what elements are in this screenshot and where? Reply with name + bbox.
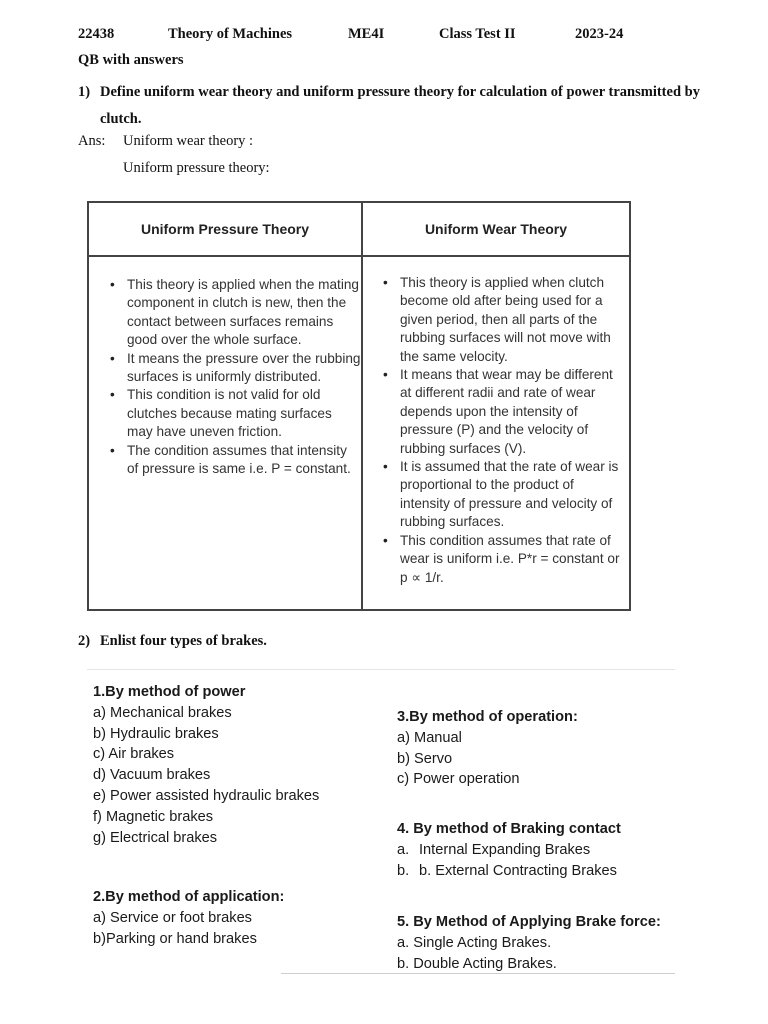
question-text: Enlist four types of brakes. [100, 633, 267, 649]
group-by-power [93, 682, 319, 848]
wear-header: Uniform Wear Theory [363, 203, 629, 257]
answer-block [78, 133, 254, 150]
brake-item [397, 861, 621, 882]
group-by-operation [397, 707, 578, 790]
qb-label: QB with answers [78, 52, 184, 68]
pressure-column [89, 203, 361, 609]
item-text: Internal Expanding Brakes [419, 841, 591, 858]
brake-item: b) Servo [397, 750, 453, 767]
brake-item: a) Mechanical brakes [93, 704, 232, 721]
class-name: ME4I [348, 26, 385, 42]
brake-item [397, 840, 621, 861]
wear-point: • This condition assumes that rate of wear is uniform i.e. P*r = constant or p ∝ 1/r. [400, 532, 627, 587]
pressure-list [89, 257, 361, 478]
item-marker: a. [397, 841, 410, 858]
brake-item: a. Single Acting Brakes. [397, 934, 552, 951]
question-1 [78, 79, 718, 133]
academic-year: 2023-24 [575, 26, 624, 42]
brake-item: c) Air brakes [93, 746, 175, 763]
pressure-header: Uniform Pressure Theory [89, 203, 361, 257]
answer-line-pressure: Uniform pressure theory: [123, 160, 270, 176]
answer-line-wear: Uniform wear theory : [123, 133, 254, 149]
group-by-application [93, 887, 284, 949]
brake-item: e) Power assisted hydraulic brakes [93, 787, 320, 804]
group-by-contact [397, 819, 621, 881]
question-number: 1) [78, 84, 91, 100]
brake-item: d) Vacuum brakes [93, 767, 211, 784]
pressure-point: • This theory is applied when the mating component in clutch is new, then the contact between surfaces remains good over the whole surface. [127, 276, 361, 350]
brake-item: g) Electrical brakes [93, 829, 218, 846]
pressure-point: • The condition assumes that intensity of pressure is same i.e. P = constant. [127, 442, 361, 479]
wear-column [361, 203, 629, 609]
wear-point: • It is assumed that the rate of wear is proportional to the product of intensity of pressure and velocity of rubbing surfaces. [400, 458, 627, 532]
test-name: Class Test II [439, 26, 516, 42]
question-text: Define uniform wear theory and uniform pressure theory for calculation of power transmitted by clutch. [100, 84, 700, 127]
group-title: 3.By method of operation: [397, 709, 578, 725]
brake-item: c) Power operation [397, 771, 520, 788]
question-number: 2) [78, 633, 91, 649]
brake-item: b)Parking or hand brakes [93, 930, 257, 947]
group-by-force [397, 912, 661, 974]
brake-types-panel [87, 669, 675, 974]
brake-item: b. Double Acting Brakes. [397, 955, 557, 972]
group-title: 2.By method of application: [93, 889, 285, 905]
pressure-point: • It means the pressure over the rubbing surfaces is uniformly distributed. [127, 350, 361, 387]
brake-item: b) Hydraulic brakes [93, 725, 219, 742]
panel-divider [87, 669, 675, 670]
pressure-point: • This condition is not valid for old clutches because mating surfaces may have uneven friction. [127, 386, 361, 441]
course-code: 22438 [78, 26, 115, 42]
wear-point: • This theory is applied when clutch become old after being used for a given period, then all parts of the rubbing surfaces will not move with the same velocity. [400, 274, 627, 366]
subject-name: Theory of Machines [168, 26, 293, 42]
group-title: 5. By Method of Applying Brake force: [397, 914, 661, 930]
group-title: 4. By method of Braking contact [397, 821, 621, 837]
brake-item: f) Magnetic brakes [93, 808, 214, 825]
item-text: b. External Contracting Brakes [419, 862, 617, 879]
answer-label: Ans: [78, 133, 106, 149]
brake-item: a) Manual [397, 729, 462, 746]
item-marker: b. [397, 862, 410, 879]
question-2 [78, 633, 267, 650]
wear-list [363, 257, 629, 587]
document-header [78, 26, 678, 46]
brake-item: a) Service or foot brakes [93, 909, 252, 926]
wear-point: • It means that wear may be different at different radii and rate of wear depends upon the intensity of pressure (P) and the velocity of rubbing surfaces (V). [400, 366, 627, 458]
group-title: 1.By method of power [93, 684, 246, 700]
comparison-table [87, 201, 631, 611]
